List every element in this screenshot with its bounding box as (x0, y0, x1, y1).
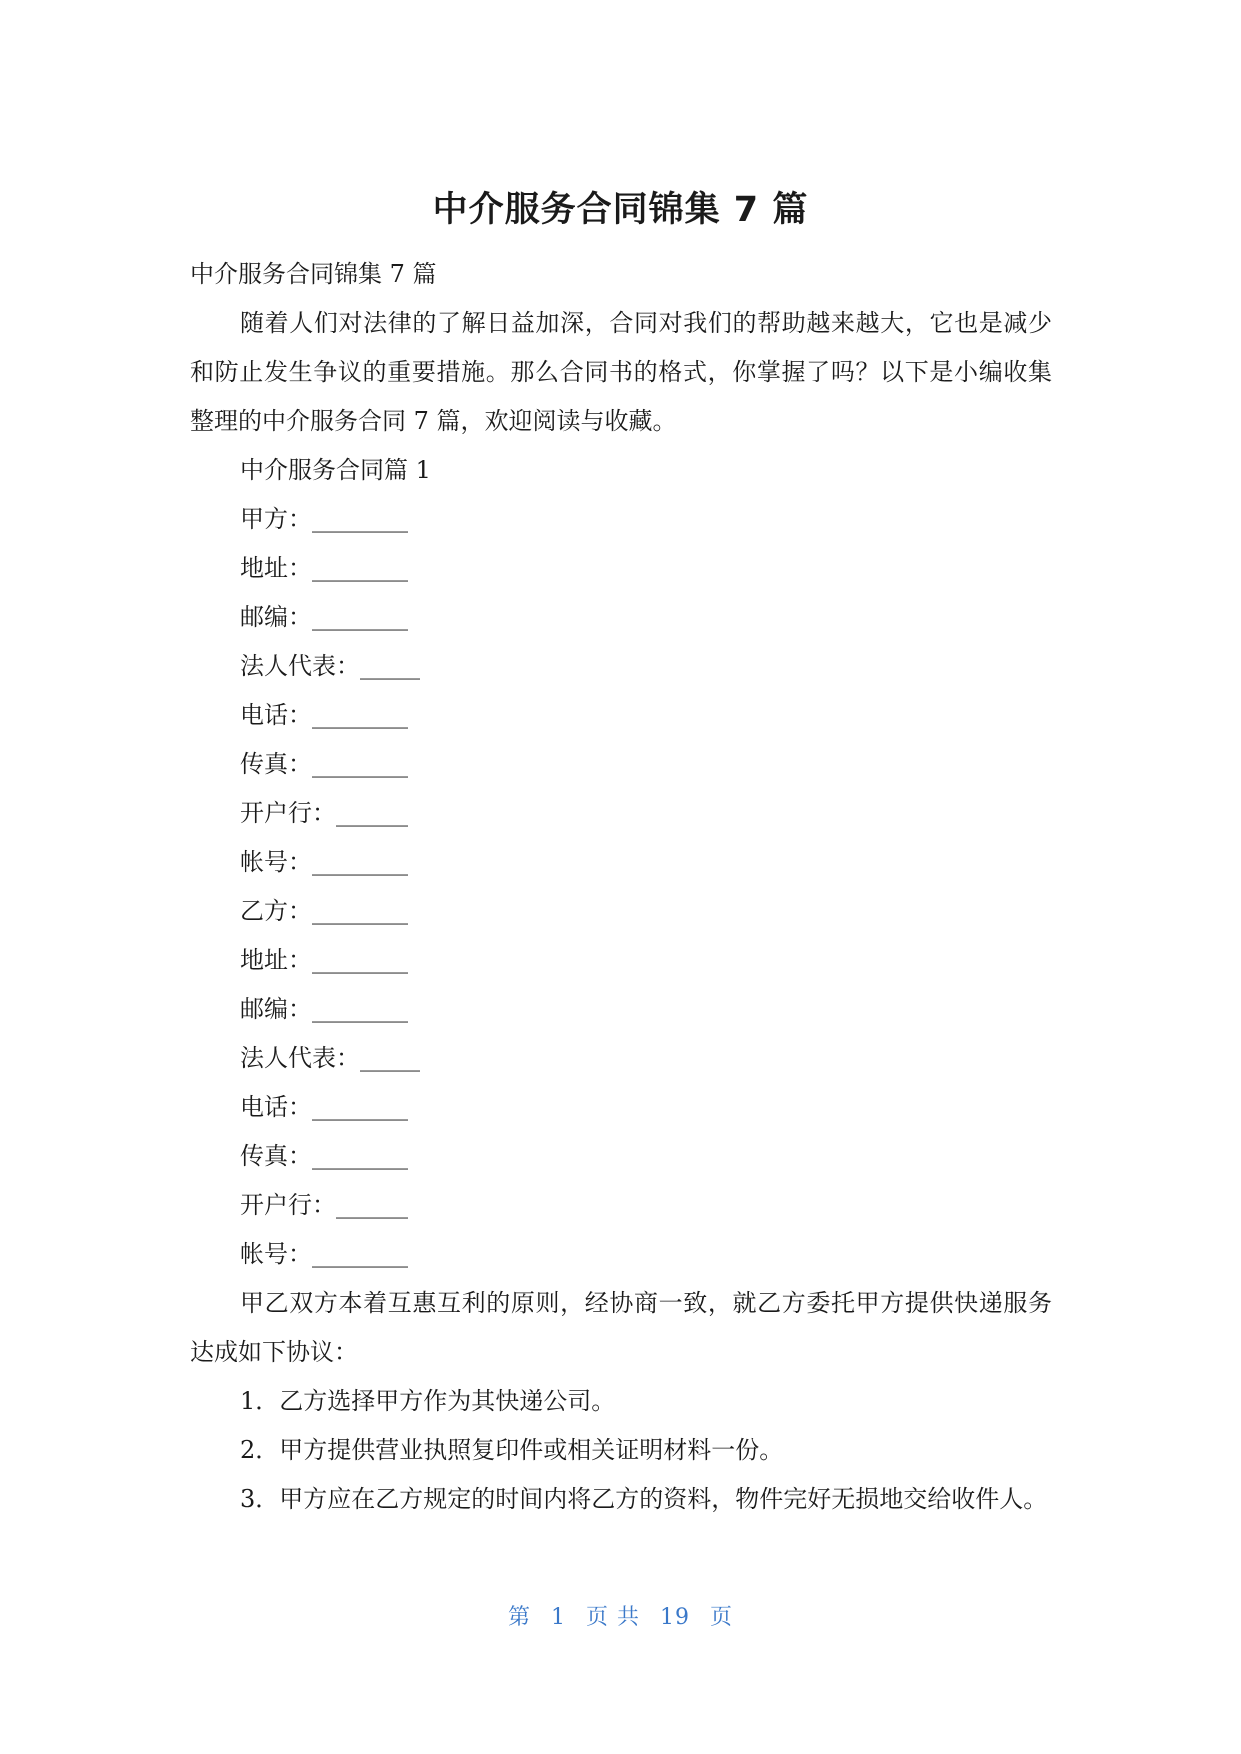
clause-item: 1．乙方选择甲方作为其快递公司。 (240, 1387, 616, 1415)
clause-item: 3．甲方应在乙方规定的时间内将乙方的资料，物件完好无损地交给收件人。 (240, 1485, 1048, 1513)
document-subtitle: 中介服务合同锦集 7 篇 (190, 260, 437, 288)
footer-total-pages: 19 (660, 1605, 690, 1630)
field-line: 传真：________ (240, 1142, 408, 1170)
field-line: 传真：________ (240, 750, 408, 778)
document-title: 中介服务合同锦集 7 篇 (432, 190, 809, 230)
field-line: 电话：________ (240, 701, 408, 729)
clause-item: 2．甲方提供营业执照复印件或相关证明材料一份。 (240, 1436, 784, 1464)
field-line: 邮编：________ (240, 603, 408, 631)
field-line: 电话：________ (240, 1093, 408, 1121)
footer-prefix: 第 (507, 1605, 531, 1630)
section-heading: 中介服务合同篇 1 (240, 456, 431, 484)
field-line: 乙方：________ (240, 897, 408, 925)
field-line: 地址：________ (240, 554, 408, 582)
agreement-intro: 甲乙双方本着互惠互利的原则，经协商一致，就乙方委托甲方提供快递服务达成如下协议： (190, 1289, 1052, 1366)
field-line: 帐号：________ (240, 1240, 408, 1268)
intro-paragraph: 随着人们对法律的了解日益加深，合同对我们的帮助越来越大，它也是减少和防止发生争议的重要措施。那么合同书的格式，你掌握了吗？以下是小编收集整理的中介服务合同 7 篇，欢迎阅读与收藏。 (190, 309, 1052, 435)
field-line: 开户行：______ (240, 799, 408, 827)
field-line: 开户行：______ (240, 1191, 408, 1219)
footer-page-number: 1 (551, 1605, 566, 1630)
field-line: 甲方：________ (240, 505, 408, 533)
field-line: 法人代表：_____ (240, 652, 420, 680)
field-line: 帐号：________ (240, 848, 408, 876)
field-line: 地址：________ (240, 946, 408, 974)
footer-middle: 页 共 (586, 1605, 640, 1630)
page-footer (0, 1600, 1241, 1631)
field-line: 法人代表：_____ (240, 1044, 420, 1072)
footer-suffix: 页 (710, 1605, 734, 1630)
party-fields (190, 495, 1052, 1279)
field-line: 邮编：________ (240, 995, 408, 1023)
document-body (190, 250, 1052, 1524)
